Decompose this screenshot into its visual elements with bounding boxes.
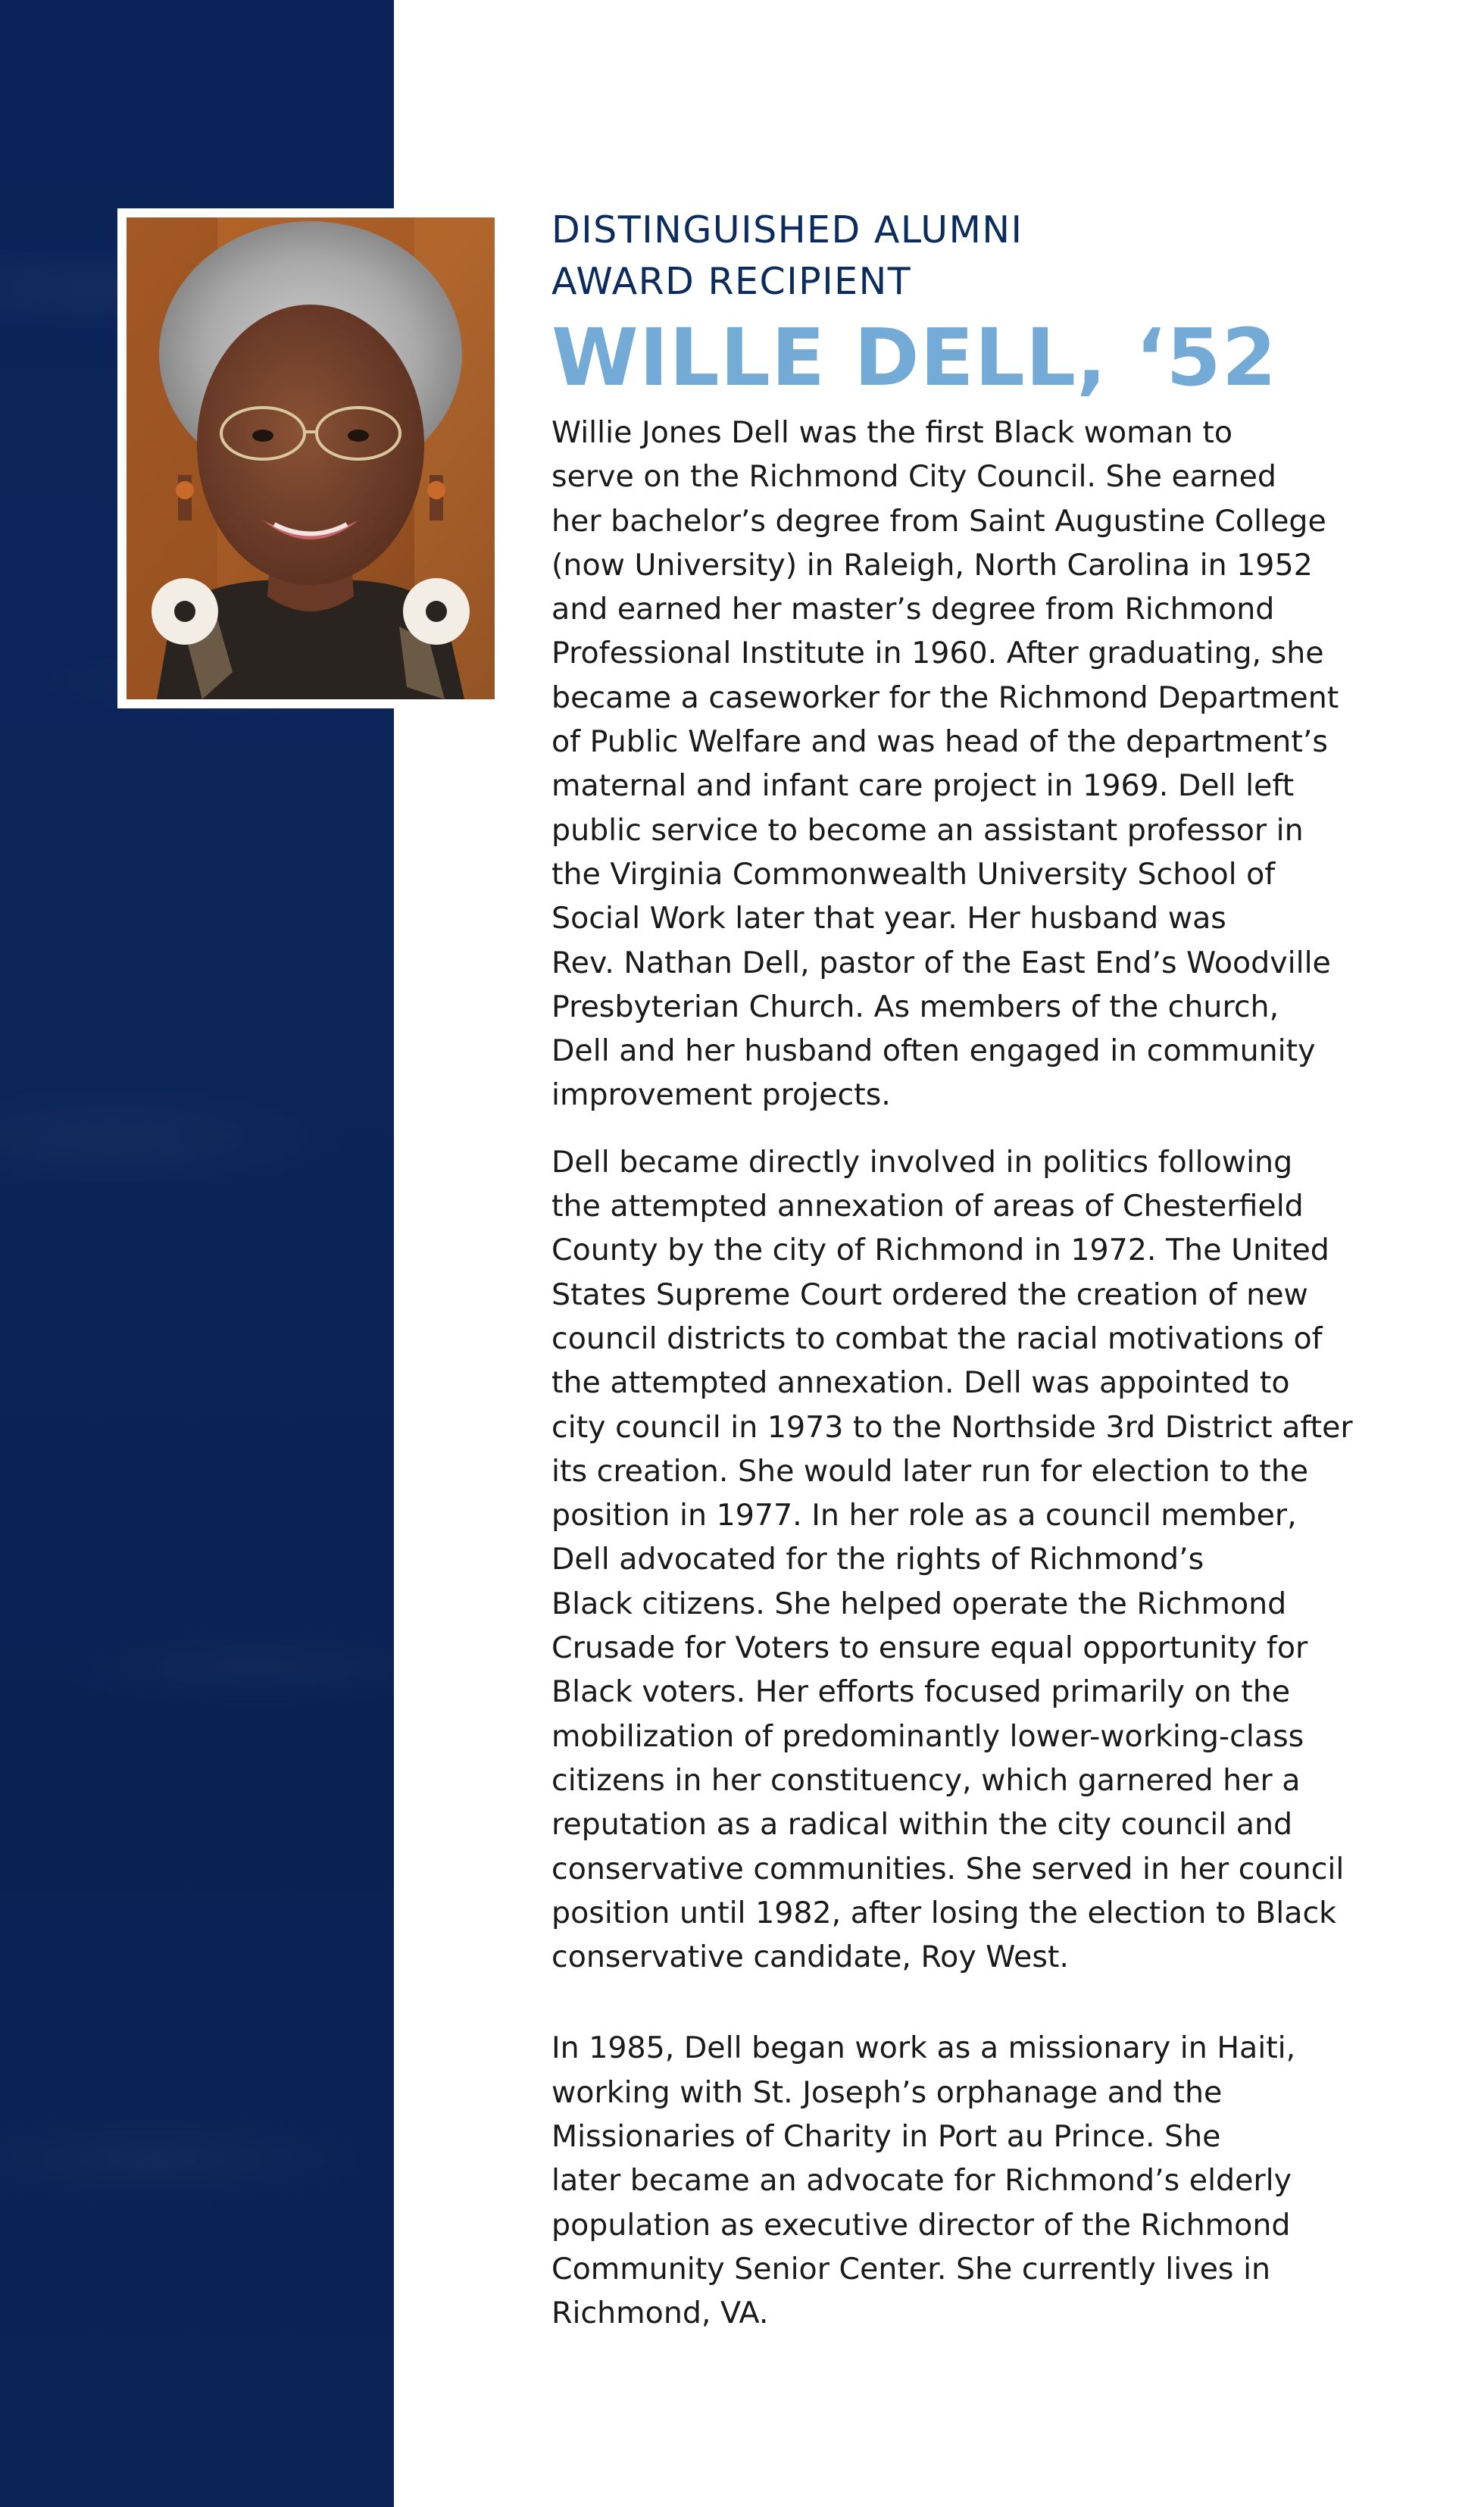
paragraph-line: Presbyterian Church. As members of the church, <box>551 989 1279 1024</box>
portrait-photo <box>127 217 495 699</box>
paragraph-line: Black citizens. She helped operate the Richmond <box>551 1586 1287 1621</box>
paragraph-line: its creation. She would later run for election to the <box>551 1453 1309 1489</box>
paragraph-line: Willie Jones Dell was the first Black woman to <box>551 415 1233 450</box>
paragraph-line: citizens in her constituency, which garnered her a <box>551 1762 1301 1798</box>
paragraph-line: Community Senior Center. She currently lives in <box>551 2251 1271 2287</box>
paragraph-line: conservative candidate, Roy West. <box>551 1940 1069 1975</box>
paragraph-line: Social Work later that year. Her husband was <box>551 901 1226 936</box>
paragraph-line: Rev. Nathan Dell, pastor of the East End’s Woodville <box>551 945 1331 980</box>
paragraph-line: council districts to combat the racial motivations of <box>551 1321 1323 1356</box>
paragraph-3 <box>551 2026 1377 2335</box>
paragraph-line: (now University) in Raleigh, North Carolina in 1952 <box>551 547 1313 583</box>
paragraph-line: Dell became directly involved in politics following <box>551 1144 1293 1180</box>
paragraph-line: Missionaries of Charity in Port au Prince. She <box>551 2118 1221 2154</box>
paragraph-line: and earned her master’s degree from Richmond <box>551 592 1275 627</box>
paragraph-line: Dell and her husband often engaged in community <box>551 1033 1316 1069</box>
paragraph-2 <box>551 1140 1377 1980</box>
paragraph-line: mobilization of predominantly lower-working-class <box>551 1718 1304 1754</box>
paragraph-line: position until 1982, after losing the election to Black <box>551 1895 1337 1930</box>
paragraph-1 <box>551 411 1377 1118</box>
paragraph-line: the Virginia Commonwealth University School of <box>551 856 1276 892</box>
paragraph-line: improvement projects. <box>551 1077 891 1113</box>
paragraph-line: conservative communities. She served in her council <box>551 1851 1345 1887</box>
paragraph-line: Black voters. Her efforts focused primarily on the <box>551 1674 1291 1710</box>
paragraph-line: the attempted annexation. Dell was appointed to <box>551 1365 1290 1401</box>
paragraph-line: became a caseworker for the Richmond Department <box>551 680 1339 715</box>
paragraph-line: County by the city of Richmond in 1972. The United <box>551 1233 1329 1268</box>
paragraph-line: Professional Institute in 1960. After graduating, she <box>551 636 1324 671</box>
paragraph-line: her bachelor’s degree from Saint Augustine College <box>551 503 1326 539</box>
paragraph-line: reputation as a radical within the city council and <box>551 1807 1293 1843</box>
paragraph-line: public service to become an assistant professor in <box>551 812 1304 848</box>
paragraph-line: Dell advocated for the rights of Richmond’s <box>551 1542 1204 1577</box>
eyebrow-line-2: AWARD RECIPIENT <box>551 260 912 303</box>
paragraph-line: the attempted annexation of areas of Chesterfield <box>551 1189 1304 1224</box>
paragraph-line: city council in 1973 to the Northside 3rd District after <box>551 1409 1353 1445</box>
portrait-frame <box>117 208 504 708</box>
paragraph-line: population as executive director of the Richmond <box>551 2207 1291 2243</box>
paragraph-line: States Supreme Court ordered the creation of new <box>551 1277 1308 1312</box>
paragraph-line: maternal and infant care project in 1969. Dell left <box>551 768 1295 804</box>
paragraph-line: Richmond, VA. <box>551 2296 769 2331</box>
paragraph-line: position in 1977. In her role as a council member, <box>551 1498 1297 1533</box>
paragraph-line: Crusade for Voters to ensure equal opportunity for <box>551 1630 1308 1666</box>
paragraph-line: serve on the Richmond City Council. She earned <box>551 459 1276 495</box>
paragraph-line: In 1985, Dell began work as a missionary in Haiti, <box>551 2030 1296 2066</box>
paragraph-line: working with St. Joseph’s orphanage and the <box>551 2074 1223 2110</box>
paragraph-line: of Public Welfare and was head of the department’s <box>551 724 1328 760</box>
paragraph-line: later became an advocate for Richmond’s elderly <box>551 2163 1292 2199</box>
honoree-name: WILLE DELL, ‘52 <box>551 311 1278 404</box>
article <box>551 205 1377 2335</box>
eyebrow-line-1: DISTINGUISHED ALUMNI <box>551 208 1023 252</box>
